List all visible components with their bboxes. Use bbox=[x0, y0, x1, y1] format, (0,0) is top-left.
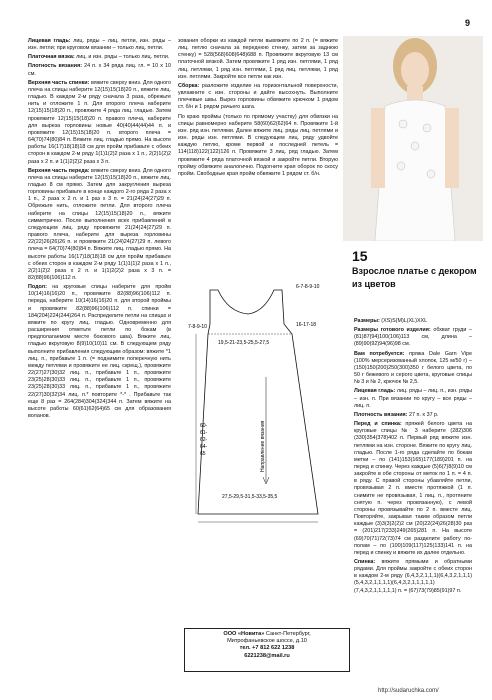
label-height-0: 60- bbox=[200, 423, 208, 429]
paragraph: Верхняя часть переда: вяжите сверху вниз. Для одного плеча на спицы наберите 12(15)15(18)20 п., вяжите лиц. гладью 8 см прямо. Затем для закругления выреза горловины прибавьте в конце каждого 2-го ряда 2 раза х 1 п., 2 раза х 2 п. и 1 раз х 3 п. = 21(24)24(27)29 п. Обрежьте нить, отложите петли. Для второго плеча наберите на спицы 12(15)15(18)20 п., вяжите симметрично. После выполнения всех прибавлений в следующем лиц. ряду провяжите 21(24)24(27)29 п. правого плеча, наберите для выреза горловины 22(22)26(26)26 п. и провяжите 21(24)24(27)29 п. левого плеча = 64(70)74(80)84 п. Вяжите лиц. гладью прямо. На высоте работы 16(17)18(18)18 см для пройм прибавьте с обеих сторон в каждом 2-м ряду 1(1)1(1)2 раза х 1 п., 2(2)1(2)2 раза х 2 п. и 1(1)2(2)2 раза х 3 п. = 82(88)96(106)112 п. bbox=[28, 167, 171, 281]
label-left-top: 7-8-9-10 bbox=[188, 324, 207, 330]
schematic-drawing bbox=[188, 282, 338, 527]
pattern-number: 15 bbox=[352, 248, 368, 264]
publisher-phone: тел. +7 812 622 1238 bbox=[239, 645, 295, 652]
paragraph: Подол: на круговые спицы наберите для пройм 10(14)16(16)20 п., провяжите 82(88)96(106)112 п. переда, наберите 10(14)16(16)20 п. для второй проймы и провяжите 82(88)96(106)112 п. спинки = 184(204)224(244)264 п. Распределите петли на спицах и вяжите по кругу лиц. гладью. Одновременно для расширения отметьте петли по бокам (в предполагаемом месте бокового шва). Вяжите лиц. гладью вкруговую 8(9)10(10)11 см. В следующем ряду выполните прибавления следующим образом: вяжите *1 лиц. п., прибавьте 1 п. (= поднимите поперечную нить между петлями и провяжите ее лиц. скрещ.), провяжите 22(27)27(30)32 лиц. п., прибавьте 1 п., провяжите 23(25)28(30)33 лиц. п., прибавьте 1 п., провяжите 23(25)28(30)33 лиц. п., прибавьте 1 п., провяжите 22(27)30(32)34 лиц. п.* повторите *-* . Прибавьте так еще 8 раз = 264(284)304(324)344 п. Затем вяжите на высоте работы 60(61)62(64)65 см для образования воланов. bbox=[28, 284, 171, 419]
paragraph: Лицевая гладь: лиц. ряды – лиц. п., изн. ряды – изн. п. При вязании по кругу – все ряды – лиц. п. bbox=[354, 388, 473, 409]
pattern-title-line2: из цветов bbox=[352, 279, 396, 289]
paragraph: Размеры: (XS)S(M)L(XL)XXL bbox=[354, 318, 428, 324]
label-height-4: 65 bbox=[200, 451, 206, 457]
paragraph: Спинка: вяжите прямыми и обратными рядами. Для проймы закройте с обеих сторон в каждом 2-м ряду (6,4,3,2,1,1,1)(6,4,3,2,1,1,1) (5,4,3,2,1,1,1,1)(6,4,3,2,1,1,1,1,1)(7,4,3,2,1,1,1,1,1) п. = (67)73(79)85(91)97 п. bbox=[354, 559, 472, 594]
label-height-1: 61- bbox=[200, 430, 208, 436]
paragraph: Верхняя часть спинки: вяжите сверху вниз. Для одного плеча на спицы наберите 12(15)15(18)20 п., вяжите лиц. гладью. В каждом 2-м ряду сначала 3 раза, обрежьте нить и отложите 1 п. Для второго плеча наберите 12(15)15(18)20 п., провяжите 4 ряда лиц. гладью. Затем провяжите 12(15)15(18)20 п. правого плеча, наберите для выреза горловины новые 40(40)44(44)44 п. и провяжите 12(15)15(18)20 п. второго плеча = 64(70)74(80)84 п. Вяжите лиц. гладью прямо. На высоте работы 16(17)18(18)18 см для пройм прибавьте с обеих сторон в каждом 2-м ряду 1(1)1(2)2 раза х 1 п., 2(2)1(2)2 раза х 2 п. и 1(1)2(2)2 раза х 3 п. bbox=[28, 79, 171, 165]
pattern-header bbox=[352, 248, 477, 290]
paragraph: Платочная вязка: лиц. и изн. ряды – только лиц. петли. bbox=[28, 54, 170, 61]
paragraph: Вам потребуется: пряжа Dale Garn Vipe (100% мерсеризованный хлопок, 125 м/50 г) –(150)150(200)250(300)350 г белого цвета, по 50 г бежевого и серого цвета, круговые спицы № 3 и № 2, крючок № 2,5. bbox=[354, 350, 472, 386]
label-top: 6-7-8-9-10 bbox=[296, 284, 320, 290]
paragraph: Перед и спинка: пряжей белого цвета на круговые спицы № 3 наберите (282)306 (330)354(378)402 п. Первый ряд вяжите изн. петлями на изн. стороне. Вяжите по кругу лиц. гладью. После 1-го ряда сделайте по бокам метки – по (141)153(165)177(189)201 п. на перед и спинку. Через каждые (5)6(7)8(9)10 см закройте в обе стороны от меток по 1 п. = 4 п. в ряду. С правой стороны убавляйте петли, провязывая 2 п. вместе протяжкой (1 п. снимите не провязывая, 1 лиц. п., протяните снятую п. через провязанную), с левой стороны провязывайте по 2 п. вместе лиц. Повторяйте, закрывая таким образом петли каждые (3)3(3)2(2)2 см (20)22(24)26(28)30 раз = (201)217(233)249(265)281 п. На высоте (69)70(71)72(73)74 см разделите работу по-полам – по (100)109(117)125(133)141 п. на перед и спинку и вяжите их далее отдельно. bbox=[354, 421, 472, 556]
paragraph: Размеры готового изделия: обхват груди – (81)87(94)100(106)113 см, длина – (89)90(92)94(96)98 см. bbox=[354, 327, 472, 348]
paragraph: Лицевая гладь: лиц. ряды – лиц. петли, изн. ряды – изн. петли; при круговом вязании – только лиц. петли. bbox=[28, 38, 172, 52]
dress-model-illustration bbox=[343, 36, 483, 241]
page-number: 9 bbox=[464, 18, 470, 28]
publisher-box bbox=[184, 628, 350, 672]
left-text-column bbox=[28, 38, 171, 422]
label-side-top: 16-17-18 bbox=[296, 322, 317, 328]
paragraph: Плотность вязания: 24 п. х 34 ряда лиц. гл. = 10 х 10 см. bbox=[28, 63, 171, 77]
publisher-name: ООО «Новита» Санкт-Петербург, bbox=[223, 631, 311, 637]
paragraph: Плотность вязания: 27 п. x 37 р. bbox=[354, 411, 439, 418]
paragraph: Сборка: разложите изделие на горизонтальной поверхности, увлажните с изн. стороны и дайте высохнуть. Выполните плечевые швы. Вырез горловины обвяжите крючком 1 рядом ст. б/н и 1 рядом рачьего шага. bbox=[178, 82, 338, 111]
paragraph: зования оборки из каждой петли вывяжите по 2 п. (= вяжите лиц. петлю сначала за переднюю стенку, затем за заднюю стенку) = 528(568)608(648)688 п. Провяжите вкруговую 13 см платочной вязкой. Затем провяжите 1 ряд изн. петлями, 1 ряд лиц. петлями, 1 ряд изн. петлями, 1 ряд лиц. петлями, 1 ряд изн. петлями. Закройте все петли как изн. bbox=[178, 38, 338, 80]
label-height-3: 64- bbox=[200, 444, 208, 450]
paragraph: По краю проймы (только по прямому участку) для обвязки на спицы равномерно наберите 58(60)62(62)64 п. Провяжите 1-й изн. ряд изн. петлями. Далее вяжите лиц. ряды лиц. петлями и изн. ряды изн. петлями. В следующем лиц. ряду удвойте каждую петлю, кроме первой и последней петель = 114(118)122(122)126 п. Провяжите 3 лиц. ряд гладью. Затем провяжите 4 ряда платочной вязкой и закройте петли. Вторую пройму обвяжите аналогично. Подогните края оборок по скосу пройм. Свободные края пройм обвяжите 1 рядом ст. б/н. bbox=[178, 113, 338, 177]
right-text-column bbox=[354, 318, 472, 597]
model-photo bbox=[343, 36, 483, 241]
pattern-title-line1: Взрослое платье с декором bbox=[352, 266, 477, 276]
label-height-2: 62- bbox=[200, 437, 208, 443]
publisher-address: Митрофаньевское шоссе, д.10 bbox=[227, 638, 307, 645]
label-bottom: 27,5-29,5-31,5-33,5-35,5 bbox=[222, 494, 278, 500]
publisher-email[interactable]: 6221238@mail.ru bbox=[244, 652, 290, 659]
middle-text-column bbox=[178, 38, 338, 180]
watermark-url: http://sudaruchka.com/ bbox=[378, 688, 439, 694]
label-direction: Направление вязания bbox=[260, 420, 266, 472]
garment-schematic bbox=[188, 282, 338, 527]
label-width: 19,5-21-23,5-25,5-27,5 bbox=[218, 340, 270, 346]
